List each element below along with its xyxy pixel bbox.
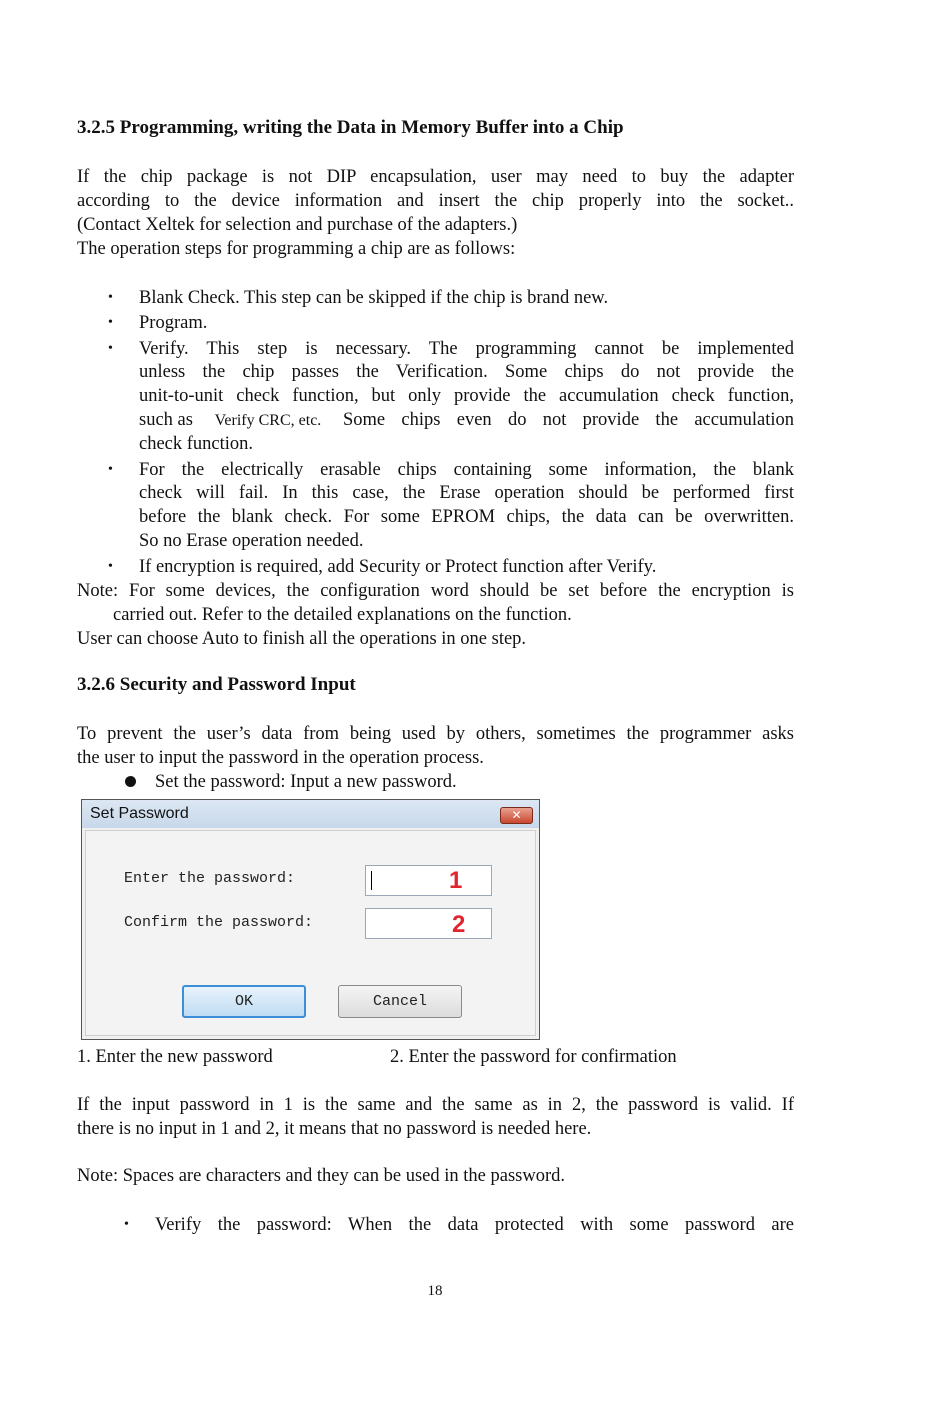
bullet-dot — [125, 776, 136, 787]
marker-2: 2 — [452, 911, 466, 938]
note-line: Note: Spaces are characters and they can be used in the password. — [77, 1166, 566, 1186]
enter-password-label: Enter the password: — [124, 870, 296, 887]
list-item: Verify the password: When the data protected with some password are — [155, 1215, 794, 1235]
text-run: such as — [139, 410, 193, 430]
paragraph-line: the user to input the password in the operation process. — [77, 748, 484, 768]
text-run: Some chips even do not provide the accumulation — [342, 410, 794, 430]
confirm-password-input[interactable] — [365, 908, 492, 939]
list-item-line: check function. — [139, 434, 254, 454]
text-caret — [371, 871, 372, 890]
list-item: Blank Check. This step can be skipped if the chip is brand new. — [139, 288, 609, 308]
set-password-dialog — [81, 799, 540, 1040]
dialog-titlebar — [82, 800, 539, 828]
paragraph-line: To prevent the user’s data from being used by others, sometimes the programmer asks — [77, 724, 794, 744]
bullet-marker: • — [108, 559, 113, 574]
list-item-line: check will fail. In this case, the Erase operation should be performed first — [139, 483, 794, 503]
paragraph-line: The operation steps for programming a chip are as follows: — [77, 239, 516, 259]
bullet-marker: • — [108, 462, 113, 477]
paragraph-line: according to the device information and insert the chip properly into the socket.. — [77, 191, 794, 211]
list-item: Program. — [139, 313, 208, 333]
note-line: carried out. Refer to the detailed explanations on the function. — [113, 605, 572, 625]
paragraph-line: User can choose Auto to finish all the operations in one step. — [77, 629, 527, 649]
section-heading-3-2-6: 3.2.6 Security and Password Input — [77, 674, 356, 695]
bullet-marker: • — [108, 290, 113, 305]
confirm-password-label: Confirm the password: — [124, 914, 314, 931]
caption-2: 2. Enter the password for confirmation — [390, 1047, 677, 1067]
page-number: 18 — [427, 1283, 443, 1299]
marker-1: 1 — [449, 867, 463, 894]
ok-button[interactable]: OK — [182, 985, 306, 1018]
list-item: If encryption is required, add Security or Protect function after Verify. — [139, 557, 657, 577]
dialog-body — [85, 830, 536, 1036]
bullet-marker: • — [108, 341, 113, 356]
paragraph-line: If the input password in 1 is the same and the same as in 2, the password is valid. If — [77, 1095, 794, 1115]
text-run: Verify CRC, etc. — [214, 412, 322, 429]
section-heading-3-2-5: 3.2.5 Programming, writing the Data in Memory Buffer into a Chip — [77, 117, 624, 138]
close-icon[interactable]: ✕ — [500, 807, 533, 824]
list-item: For the electrically erasable chips containing some information, the blank — [139, 460, 794, 480]
caption-1: 1. Enter the new password — [77, 1047, 273, 1067]
note-line: Note: For some devices, the configuration word should be set before the encryption is — [77, 581, 794, 601]
list-item-line: So no Erase operation needed. — [139, 531, 364, 551]
password-input[interactable] — [365, 865, 492, 896]
bullet-marker: • — [124, 1217, 129, 1232]
paragraph-line: If the chip package is not DIP encapsulation, user may need to buy the adapter — [77, 167, 794, 187]
list-item-line: before the blank check. For some EPROM chips, the data can be overwritten. — [139, 507, 794, 527]
cancel-button[interactable]: Cancel — [338, 985, 462, 1018]
paragraph-line: (Contact Xeltek for selection and purchase of the adapters.) — [77, 215, 518, 235]
list-item: Verify. This step is necessary. The programming cannot be implemented — [139, 339, 794, 359]
list-item: Set the password: Input a new password. — [155, 772, 457, 792]
dialog-title: Set Password — [90, 805, 189, 822]
list-item-line: unless the chip passes the Verification. Some chips do not provide the — [139, 362, 794, 382]
paragraph-line: there is no input in 1 and 2, it means that no password is needed here. — [77, 1119, 592, 1139]
list-item-line — [139, 408, 794, 433]
bullet-marker: • — [108, 315, 113, 330]
list-item-line: unit-to-unit check function, but only provide the accumulation check function, — [139, 386, 794, 406]
